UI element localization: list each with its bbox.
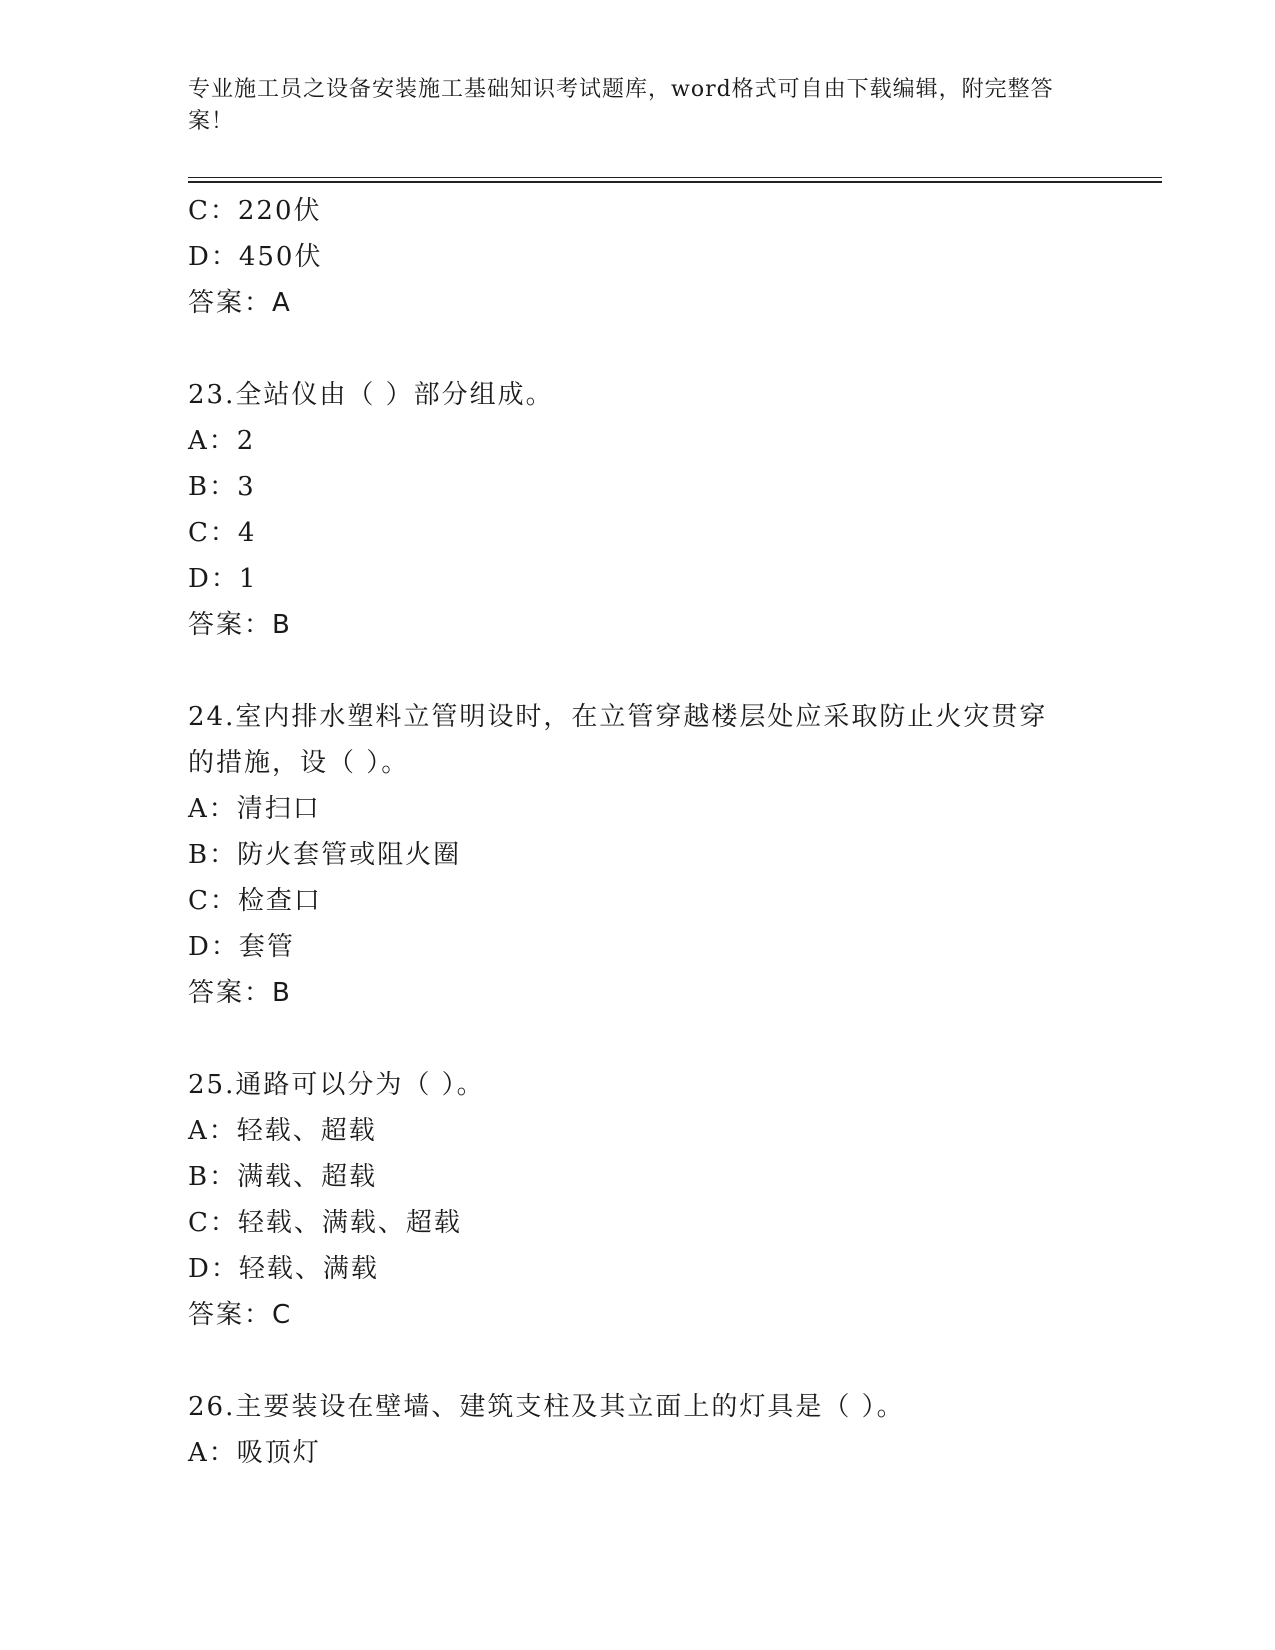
option-b: B：3 [188,472,256,502]
spacer [188,326,1088,372]
answer-line: 答案：C [188,1300,293,1330]
option-d: D：轻载、满载 [188,1254,379,1284]
option-a: A：轻载、超载 [188,1116,377,1146]
question-25 [188,1062,1088,1338]
answer-line: 答案：B [188,978,292,1008]
answer-line: 答案：A [188,288,292,318]
document-header: 专业施工员之设备安装施工基础知识考试题库，word格式可自由下载编辑，附完整答案！ [188,77,1054,134]
option-a: A：清扫口 [188,794,321,824]
option-b: B：防火套管或阻火圈 [188,840,462,870]
question-list [188,188,1088,1476]
option-c: C：220伏 [188,196,322,226]
option-d: D：450伏 [188,242,323,272]
header-divider-thick [188,181,1162,183]
question-23 [188,372,1088,648]
question-26 [188,1384,1088,1476]
question-24 [188,694,1088,1016]
spacer [188,1016,1088,1062]
spacer [188,1338,1088,1384]
question-22-tail [188,188,1088,326]
header-divider-thin [188,177,1162,178]
option-d: D：套管 [188,932,295,962]
answer-line: 答案：B [188,610,292,640]
option-c: C：轻载、满载、超载 [188,1208,462,1238]
option-c: C：4 [188,518,257,548]
question-text: 25.通路可以分为（ ）。 [188,1070,485,1100]
option-d: D：1 [188,564,258,594]
option-a: A：2 [188,426,256,456]
question-text: 26.主要装设在壁墙、建筑支柱及其立面上的灯具是（ ）。 [188,1392,905,1422]
spacer [188,648,1088,694]
question-text-line-2: 的措施，设（ ）。 [188,748,410,778]
option-c: C：检查口 [188,886,322,916]
question-text-line-1: 24.室内排水塑料立管明设时，在立管穿越楼层处应采取防止火灾贯穿 [188,702,1048,732]
option-a: A：吸顶灯 [188,1438,321,1468]
option-b: B：满载、超载 [188,1162,378,1192]
question-text: 23.全站仪由（ ）部分组成。 [188,380,554,410]
